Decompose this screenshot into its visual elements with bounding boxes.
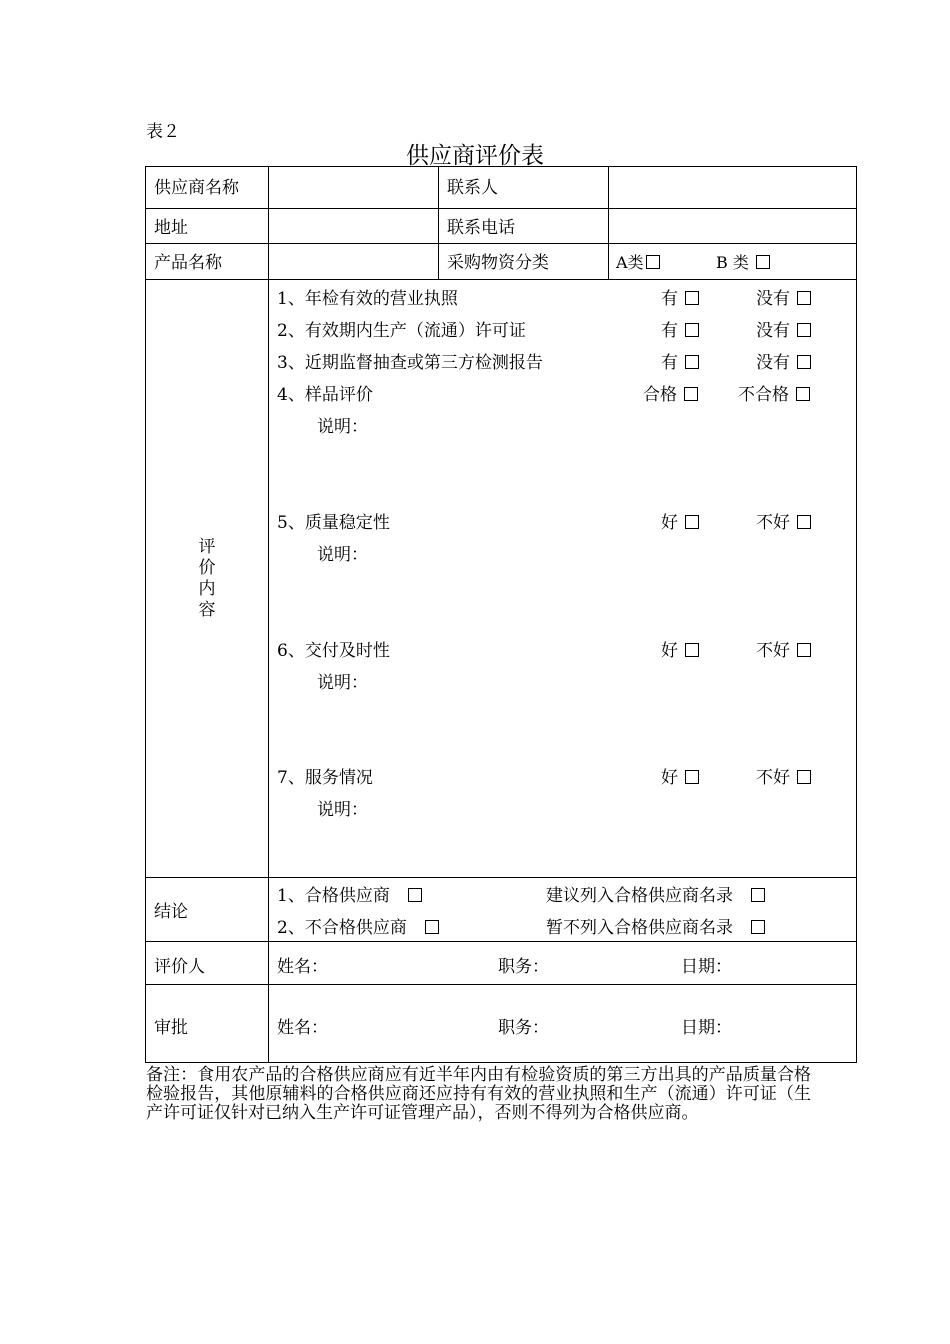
row-divider: [146, 243, 856, 244]
checkbox-icon[interactable]: [425, 920, 439, 934]
eval-option[interactable]: [756, 513, 811, 533]
column-divider: [268, 167, 269, 1062]
checkbox-icon[interactable]: [797, 291, 811, 305]
checkbox-icon[interactable]: [685, 515, 699, 529]
conclusion-option-label: 建议列入合格供应商名录: [546, 886, 733, 906]
checkbox-icon[interactable]: [797, 355, 811, 369]
approval-date-label: 日期：: [681, 1018, 732, 1038]
checkbox-icon[interactable]: [796, 387, 810, 401]
evaluator-name-label: 姓名：: [277, 957, 328, 977]
conclusion-option-label: 暂不列入合格供应商名录: [546, 918, 733, 938]
row-divider: [146, 279, 856, 280]
eval-item-4: 4、样品评价: [277, 385, 373, 405]
evaluator-date-label: 日期：: [681, 957, 732, 977]
conclusion-option-label: 2、不合格供应商: [277, 918, 407, 938]
column-divider: [608, 167, 609, 279]
row-divider: [146, 941, 856, 942]
class-a-label: A类: [616, 253, 644, 272]
approval-label: 审批: [154, 1018, 188, 1038]
eval-option-label: 好: [661, 513, 678, 533]
eval-option-label: 不好: [756, 641, 790, 661]
checkbox-icon[interactable]: [756, 255, 770, 269]
conclusion-option[interactable]: [277, 918, 439, 938]
approval-position-label: 职务：: [498, 1018, 549, 1038]
eval-note-label: 说明：: [317, 417, 368, 437]
evaluator-label: 评价人: [154, 957, 205, 977]
eval-option[interactable]: [661, 641, 699, 661]
conclusion-label: 结论: [154, 902, 188, 922]
section-char: 内: [198, 579, 216, 599]
row-divider: [146, 208, 856, 209]
eval-option-label: 不好: [756, 513, 790, 533]
eval-option[interactable]: [756, 353, 811, 373]
conclusion-option[interactable]: [546, 886, 765, 906]
eval-option[interactable]: [643, 385, 698, 405]
checkbox-icon[interactable]: [646, 255, 660, 269]
checkbox-icon[interactable]: [751, 920, 765, 934]
eval-option[interactable]: [756, 289, 811, 309]
eval-option-label: 没有: [756, 321, 790, 341]
phone-label: 联系电话: [447, 218, 515, 238]
eval-option-label: 没有: [756, 289, 790, 309]
eval-option[interactable]: [661, 353, 699, 373]
eval-note-label: 说明：: [317, 673, 368, 693]
checkbox-icon[interactable]: [751, 888, 765, 902]
class-b-label: B 类: [716, 253, 749, 272]
eval-option[interactable]: [756, 768, 811, 788]
conclusion-option[interactable]: [277, 886, 422, 906]
eval-option[interactable]: [661, 513, 699, 533]
section-char: 评: [198, 537, 216, 557]
eval-option[interactable]: [661, 321, 699, 341]
page-title: 供应商评价表: [406, 143, 544, 169]
conclusion-option-label: 1、合格供应商: [277, 886, 390, 906]
footnote: 备注：食用农产品的合格供应商应有近半年内由有检验资质的第三方出具的产品质量合格检验报告，其他原辅料的合格供应商还应持有有效的营业执照和生产（流通）许可证（生产许可证仅针对已纳入生产许可证管理产品），否则不得列为合格供应商。: [146, 1065, 811, 1123]
checkbox-icon[interactable]: [684, 387, 698, 401]
eval-note-label: 说明：: [317, 800, 368, 820]
checkbox-icon[interactable]: [797, 515, 811, 529]
eval-option[interactable]: [661, 289, 699, 309]
eval-option-label: 有: [661, 353, 678, 373]
eval-item-6: 6、交付及时性: [277, 641, 390, 661]
eval-option[interactable]: [738, 385, 810, 405]
checkbox-icon[interactable]: [797, 643, 811, 657]
eval-option-label: 没有: [756, 353, 790, 373]
evaluator-position-label: 职务：: [498, 957, 549, 977]
checkbox-icon[interactable]: [408, 888, 422, 902]
row-divider: [146, 877, 856, 878]
section-char: 容: [198, 600, 216, 620]
eval-option-label: 有: [661, 289, 678, 309]
table-label: 表２: [146, 122, 180, 142]
checkbox-icon[interactable]: [685, 323, 699, 337]
conclusion-option[interactable]: [546, 918, 765, 938]
approval-name-label: 姓名：: [277, 1018, 328, 1038]
eval-option-label: 有: [661, 321, 678, 341]
checkbox-icon[interactable]: [685, 770, 699, 784]
row-divider: [146, 984, 856, 985]
eval-option-label: 不合格: [738, 385, 789, 405]
eval-option-label: 不好: [756, 768, 790, 788]
supplier-evaluation-form: [145, 166, 857, 1063]
eval-note-label: 说明：: [317, 545, 368, 565]
eval-item-5: 5、质量稳定性: [277, 513, 390, 533]
product-name-label: 产品名称: [154, 253, 222, 273]
address-label: 地址: [154, 218, 188, 238]
checkbox-icon[interactable]: [685, 355, 699, 369]
eval-item-1: 1、年检有效的营业执照: [277, 289, 458, 309]
checkbox-icon[interactable]: [797, 770, 811, 784]
eval-option[interactable]: [756, 321, 811, 341]
eval-option[interactable]: [756, 641, 811, 661]
checkbox-icon[interactable]: [685, 291, 699, 305]
checkbox-icon[interactable]: [685, 643, 699, 657]
supplier-name-label: 供应商名称: [154, 178, 239, 198]
eval-item-7: 7、服务情况: [277, 768, 373, 788]
checkbox-icon[interactable]: [797, 323, 811, 337]
eval-option[interactable]: [661, 768, 699, 788]
eval-option-label: 合格: [643, 385, 677, 405]
eval-item-2: 2、有效期内生产（流通）许可证: [277, 321, 526, 341]
column-divider: [438, 167, 439, 279]
eval-option-label: 好: [661, 768, 678, 788]
contact-label: 联系人: [447, 178, 498, 198]
eval-item-3: 3、近期监督抽查或第三方检测报告: [277, 353, 543, 373]
purchase-class-label: 采购物资分类: [447, 253, 549, 273]
section-char: 价: [198, 558, 216, 578]
section-evaluation-label: [146, 537, 268, 621]
class-a-option[interactable]: [616, 253, 660, 273]
eval-option-label: 好: [661, 641, 678, 661]
class-b-option[interactable]: [716, 253, 770, 273]
